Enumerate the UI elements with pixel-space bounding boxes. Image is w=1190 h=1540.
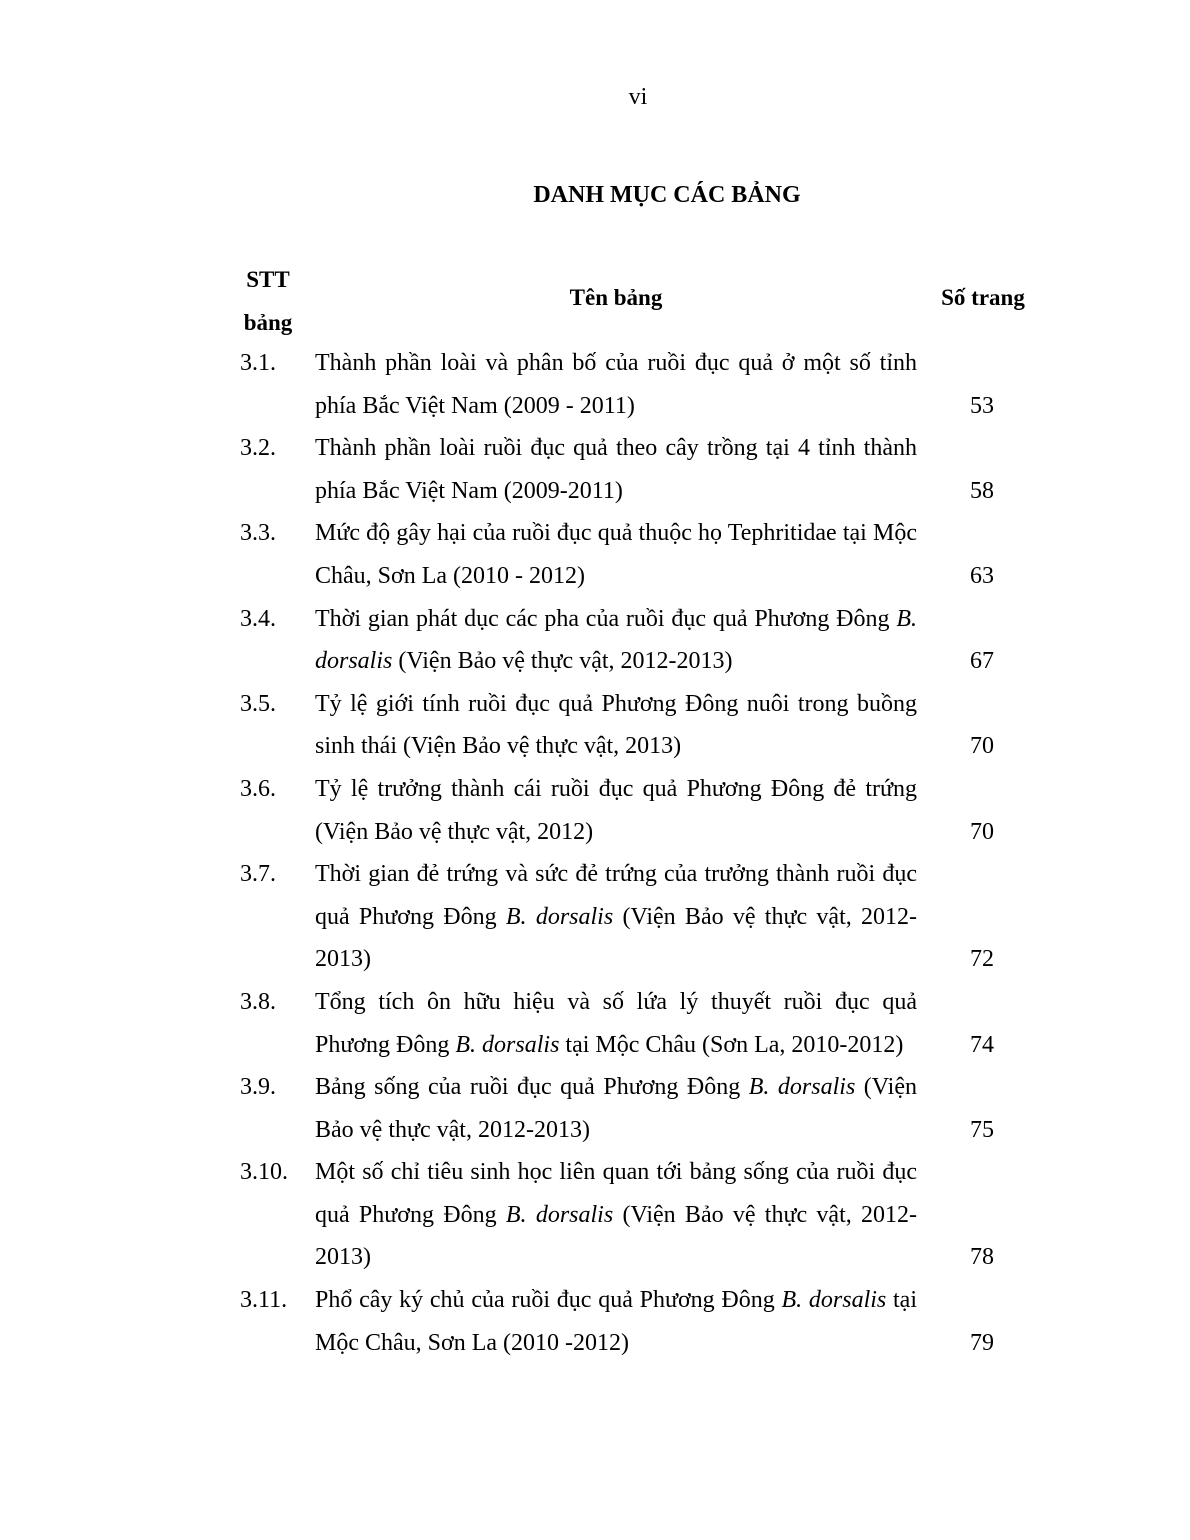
row-title: Thời gian phát dục các pha của ruồi đục quả Phương Đông B. dorsalis (Viện Bảo vệ thực vật, 2012-2013) bbox=[315, 605, 917, 675]
table-row bbox=[0, 1279, 1190, 1364]
row-number: 3.8. bbox=[240, 988, 276, 1015]
row-number: 3.2. bbox=[240, 435, 276, 462]
row-title: Bảng sống của ruồi đục quả Phương Đông B. dorsalis (Viện Bảo vệ thực vật, 2012-2013) bbox=[315, 1074, 917, 1143]
row-number: 3.9. bbox=[240, 1074, 276, 1101]
column-header-name: Tên bảng bbox=[569, 285, 663, 310]
row-title: Thành phần loài và phân bố của ruồi đục quả ở một số tỉnh phía Bắc Việt Nam (2009 - 2011) bbox=[315, 350, 917, 419]
column-header-stt bbox=[240, 258, 296, 344]
row-title: Tỷ lệ giới tính ruồi đục quả Phương Đông nuôi trong buồng sinh thái (Viện Bảo vệ thực vật, 2013) bbox=[315, 690, 917, 760]
row-page: 72 bbox=[970, 946, 994, 973]
row-number: 3.1. bbox=[240, 350, 276, 376]
table-row bbox=[0, 598, 1190, 683]
row-number: 3.11. bbox=[240, 1287, 288, 1314]
row-title: Tổng tích ôn hữu hiệu và số lứa lý thuyết ruồi đục quả Phương Đông B. dorsalis tại Mộc Châu (Sơn La, 2010-2012) bbox=[315, 988, 917, 1058]
table-row bbox=[0, 981, 1190, 1066]
column-header-stt-line1: STT bbox=[246, 267, 290, 292]
page-title: DANH MỤC CÁC BẢNG bbox=[533, 182, 801, 208]
row-title: Tỷ lệ trưởng thành cái ruồi đục quả Phương Đông đẻ trứng (Viện Bảo vệ thực vật, 2012) bbox=[315, 775, 917, 845]
row-number: 3.3. bbox=[240, 520, 276, 547]
page-number: vi bbox=[628, 84, 648, 110]
column-header-stt-line2: bảng bbox=[243, 310, 293, 335]
row-title: Thời gian đẻ trứng và sức đẻ trứng của trưởng thành ruồi đục quả Phương Đông B. dorsalis (Viện Bảo vệ thực vật, 2012-2013) bbox=[315, 861, 918, 973]
row-page: 79 bbox=[970, 1329, 994, 1356]
row-page: 58 bbox=[970, 477, 994, 504]
table-row bbox=[0, 1066, 1190, 1151]
table-list bbox=[0, 342, 1190, 1364]
row-page: 70 bbox=[970, 818, 994, 845]
row-title: Thành phần loài ruồi đục quả theo cây trồng tại 4 tỉnh thành phía Bắc Việt Nam (2009-2011) bbox=[315, 435, 917, 504]
row-page: 75 bbox=[970, 1116, 994, 1143]
table-row bbox=[0, 427, 1190, 512]
row-title: Phổ cây ký chủ của ruồi đục quả Phương Đông B. dorsalis tại Mộc Châu, Sơn La (2010 -2012) bbox=[315, 1287, 918, 1356]
column-header-page: Số trang bbox=[941, 285, 1025, 310]
row-number: 3.4. bbox=[240, 605, 276, 632]
row-page: 67 bbox=[970, 648, 994, 675]
row-page: 74 bbox=[970, 1031, 994, 1058]
row-page: 53 bbox=[970, 392, 994, 419]
row-number: 3.5. bbox=[240, 690, 276, 717]
table-row bbox=[0, 342, 1190, 427]
table-row bbox=[0, 768, 1190, 853]
row-page: 78 bbox=[970, 1244, 994, 1271]
row-page: 63 bbox=[970, 562, 994, 589]
row-page: 70 bbox=[970, 733, 994, 760]
table-row bbox=[0, 1151, 1190, 1279]
row-number: 3.6. bbox=[240, 775, 276, 802]
table-row bbox=[0, 512, 1190, 597]
row-number: 3.7. bbox=[240, 861, 276, 888]
table-row bbox=[0, 683, 1190, 768]
row-number: 3.10. bbox=[240, 1159, 288, 1186]
table-row bbox=[0, 853, 1190, 981]
row-title: Một số chỉ tiêu sinh học liên quan tới bảng sống của ruồi đục quả Phương Đông B. dorsalis (Viện Bảo vệ thực vật, 2012-2013) bbox=[315, 1159, 918, 1271]
row-title: Mức độ gây hại của ruồi đục quả thuộc họ Tephritidae tại Mộc Châu, Sơn La (2010 - 2012) bbox=[315, 520, 917, 589]
